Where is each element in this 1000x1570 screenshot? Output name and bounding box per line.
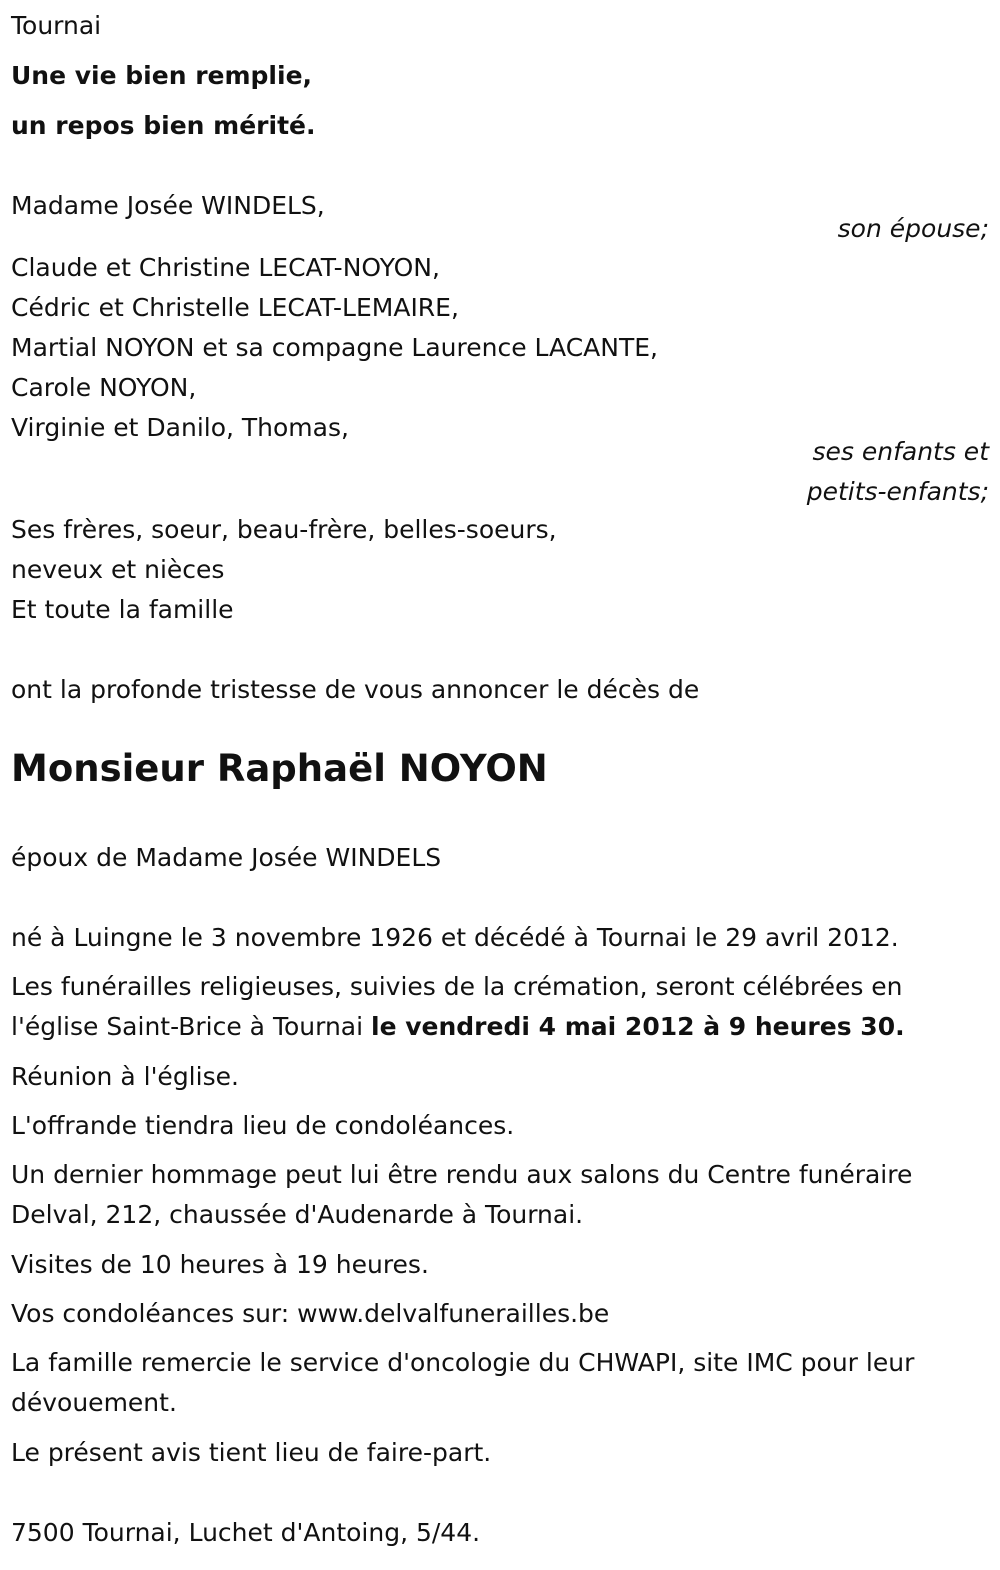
deceased-name: Monsieur Raphaël NOYON (11, 747, 548, 790)
funeral-date: le vendredi 4 mai 2012 à 9 heures 30. (371, 1012, 905, 1041)
condolences: Vos condoléances sur: www.delvalfunerailles.be (11, 1299, 610, 1328)
children-role-line-1: ses enfants et (812, 437, 989, 466)
birth-death: né à Luingne le 3 novembre 1926 et décédé à Tournai le 29 avril 2012. (11, 923, 899, 952)
homage-line-2: Delval, 212, chaussée d'Audenarde à Tournai. (11, 1200, 584, 1229)
funeral-line-1: Les funérailles religieuses, suivies de la crémation, seront célébrées en (11, 972, 903, 1001)
funeral-line-2 (11, 1007, 905, 1047)
child-line-2: Cédric et Christelle LECAT-LEMAIRE, (11, 293, 459, 322)
relatives-line-2: neveux et nièces (11, 555, 225, 584)
motto-line-2: un repos bien mérité. (11, 111, 316, 140)
offering: L'offrande tiendra lieu de condoléances. (11, 1111, 515, 1140)
spouse-name: Madame Josée WINDELS, (11, 191, 325, 220)
thanks-line-1: La famille remercie le service d'oncologie du CHWAPI, site IMC pour leur (11, 1348, 915, 1377)
visits: Visites de 10 heures à 19 heures. (11, 1250, 429, 1279)
motto-line-1: Une vie bien remplie, (11, 61, 313, 90)
child-line-5: Virginie et Danilo, Thomas, (11, 413, 349, 442)
homage-line-1: Un dernier hommage peut lui être rendu aux salons du Centre funéraire (11, 1160, 913, 1189)
announcement-intro: ont la profonde tristesse de vous annoncer le décès de (11, 675, 700, 704)
thanks-line-2: dévouement. (11, 1388, 177, 1417)
children-role-line-2: petits-enfants; (806, 477, 989, 506)
funeral-place: l'église Saint-Brice à Tournai (11, 1012, 371, 1041)
spouse-role: son épouse; (837, 214, 989, 243)
notice: Le présent avis tient lieu de faire-part. (11, 1438, 492, 1467)
spouse-of: époux de Madame Josée WINDELS (11, 843, 442, 872)
child-line-1: Claude et Christine LECAT-NOYON, (11, 253, 440, 282)
relatives-line-1: Ses frères, soeur, beau-frère, belles-soeurs, (11, 515, 557, 544)
child-line-4: Carole NOYON, (11, 373, 197, 402)
meeting: Réunion à l'église. (11, 1062, 239, 1091)
child-line-3: Martial NOYON et sa compagne Laurence LACANTE, (11, 333, 658, 362)
address: 7500 Tournai, Luchet d'Antoing, 5/44. (11, 1518, 481, 1547)
city-heading: Tournai (11, 11, 102, 40)
relatives-line-3: Et toute la famille (11, 595, 234, 624)
